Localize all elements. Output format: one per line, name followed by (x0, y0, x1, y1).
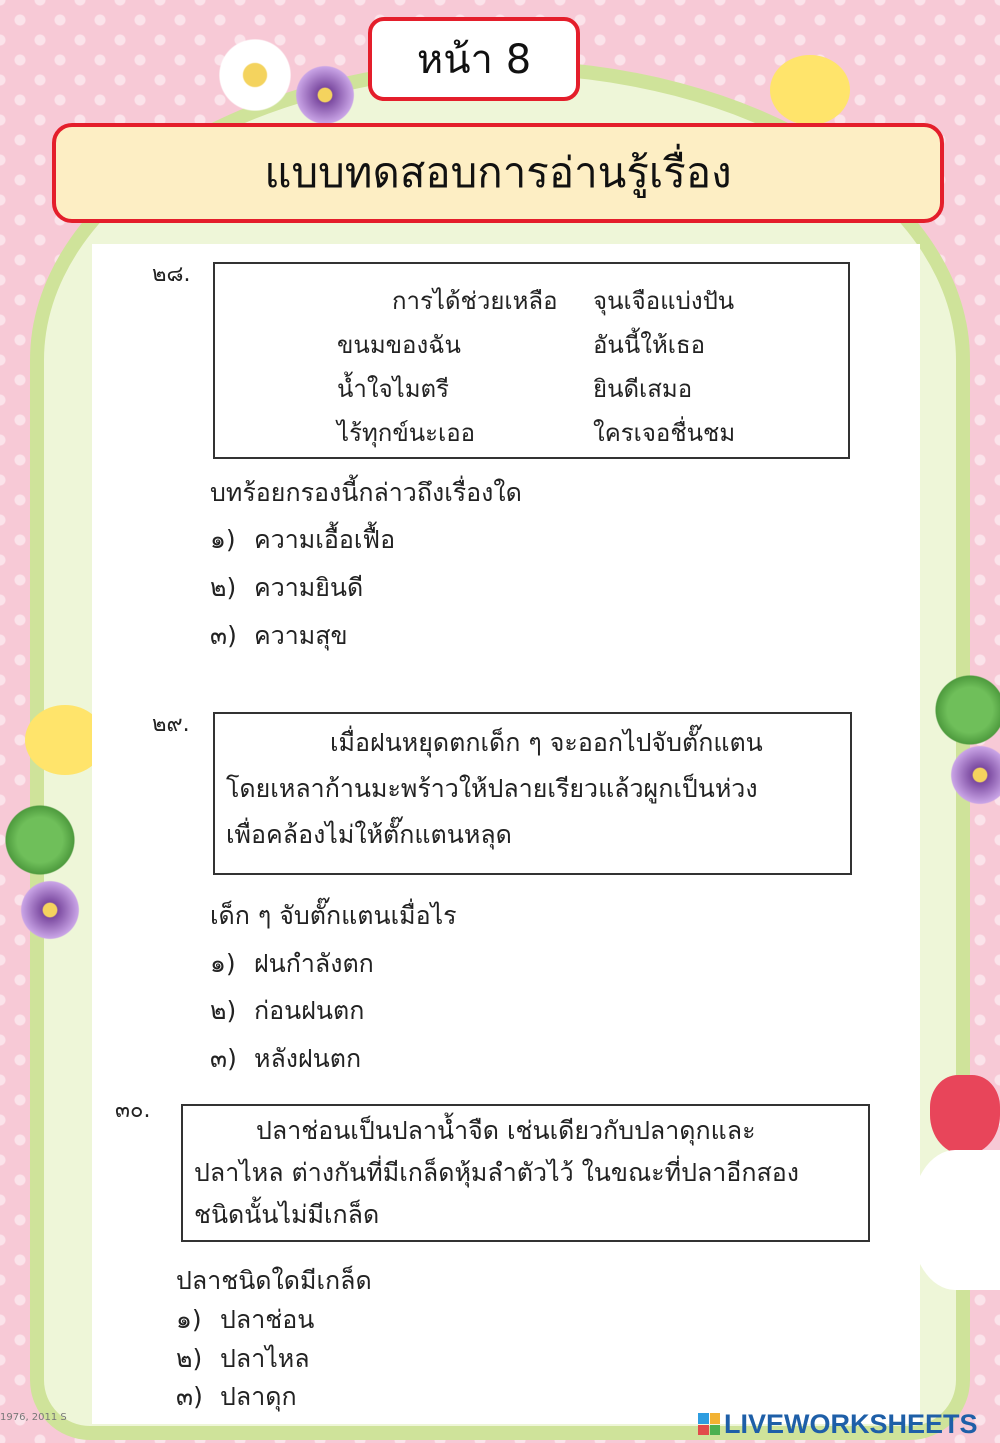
option-number: ๑) (210, 949, 236, 978)
poem-line: จุนเจือแบ่งปัน (593, 287, 735, 315)
poem-line: ขนมของฉัน (337, 331, 461, 359)
poem-line: ยินดีเสมอ (593, 375, 693, 403)
option-text: ปลาดุก (220, 1382, 297, 1411)
option-text: ปลาช่อน (220, 1305, 315, 1334)
liveworksheets-logo-icon (698, 1413, 720, 1435)
copyright-text: 1976, 2011 S (0, 1412, 67, 1423)
passage-line: ปลาช่อนเป็นปลาน้ำจืด เช่นเดียวกับปลาดุกและ (256, 1116, 756, 1145)
option-number: ๓) (210, 1044, 237, 1073)
clover-icon (0, 800, 80, 880)
passage-line: เมื่อฝนหยุดตกเด็ก ๆ จะออกไปจับตั๊กแตน (330, 728, 763, 757)
passage-text (194, 1110, 799, 1236)
option-number: ๑) (176, 1305, 202, 1334)
option-text: หลังฝนตก (254, 1044, 362, 1073)
question-number: ๒๙. (152, 712, 190, 737)
option-text: ก่อนฝนตก (254, 996, 365, 1025)
passage-line: โดยเหลาก้านมะพร้าวให้ปลายเรียวแล้วผูกเป็นห่วง (226, 774, 758, 803)
chick-icon (770, 55, 850, 125)
option-text: ความยินดี (254, 573, 364, 602)
poem-line: อันนี้ให้เธอ (593, 331, 706, 359)
question-number: ๓๐. (115, 1098, 151, 1123)
option-number: ๓) (176, 1382, 203, 1411)
answer-option[interactable] (210, 520, 395, 560)
answer-option[interactable] (210, 991, 364, 1031)
poem-line: ไร้ทุกข์นะเออ (337, 419, 476, 447)
hello-kitty-icon (910, 1150, 1000, 1290)
answer-option[interactable] (176, 1300, 314, 1340)
option-text: ความสุข (254, 621, 348, 650)
answer-option[interactable] (210, 944, 374, 984)
question-number: ๒๘. (152, 262, 191, 287)
option-number: ๒) (210, 573, 237, 602)
option-number: ๑) (210, 525, 236, 554)
option-number: ๓) (210, 621, 237, 650)
answer-option[interactable] (210, 616, 348, 656)
worksheet-title: แบบทดสอบการอ่านรู้เรื่อง (52, 123, 944, 223)
pansy-icon (10, 870, 90, 950)
question-prompt: บทร้อยกรองนี้กล่าวถึงเรื่องใด (210, 478, 522, 507)
brand-name: LIVEWORKSHEETS (724, 1408, 978, 1439)
answer-option[interactable] (210, 568, 363, 608)
page-label: หน้า 8 (368, 17, 580, 101)
question-prompt: ปลาชนิดใดมีเกล็ด (176, 1266, 372, 1295)
passage-text (226, 720, 763, 858)
answer-option[interactable] (210, 1039, 361, 1079)
liveworksheets-brand[interactable] (698, 1410, 978, 1438)
poem-line: น้ำใจไมตรี (337, 375, 450, 403)
strawberry-icon (930, 1075, 1000, 1155)
option-number: ๒) (176, 1344, 203, 1373)
question-prompt: เด็ก ๆ จับตั๊กแตนเมื่อไร (210, 901, 457, 930)
option-text: ฝนกำลังตก (254, 949, 374, 978)
option-text: ความเอื้อเฟื้อ (254, 525, 396, 554)
poem-line: การได้ช่วยเหลือ (392, 287, 558, 315)
answer-option[interactable] (176, 1377, 297, 1417)
answer-option[interactable] (176, 1339, 310, 1379)
passage-line: เพื่อคล้องไม่ให้ตั๊กแตนหลุด (226, 820, 512, 849)
passage-line: ปลาไหล ต่างกันที่มีเกล็ดหุ้มลำตัวไว้ ในขณะที่ปลาอีกสอง (194, 1158, 799, 1187)
passage-line: ชนิดนั้นไม่มีเกล็ด (194, 1200, 380, 1229)
option-text: ปลาไหล (220, 1344, 310, 1373)
option-number: ๒) (210, 996, 237, 1025)
poem-line: ใครเจอชื่นชม (593, 419, 736, 447)
